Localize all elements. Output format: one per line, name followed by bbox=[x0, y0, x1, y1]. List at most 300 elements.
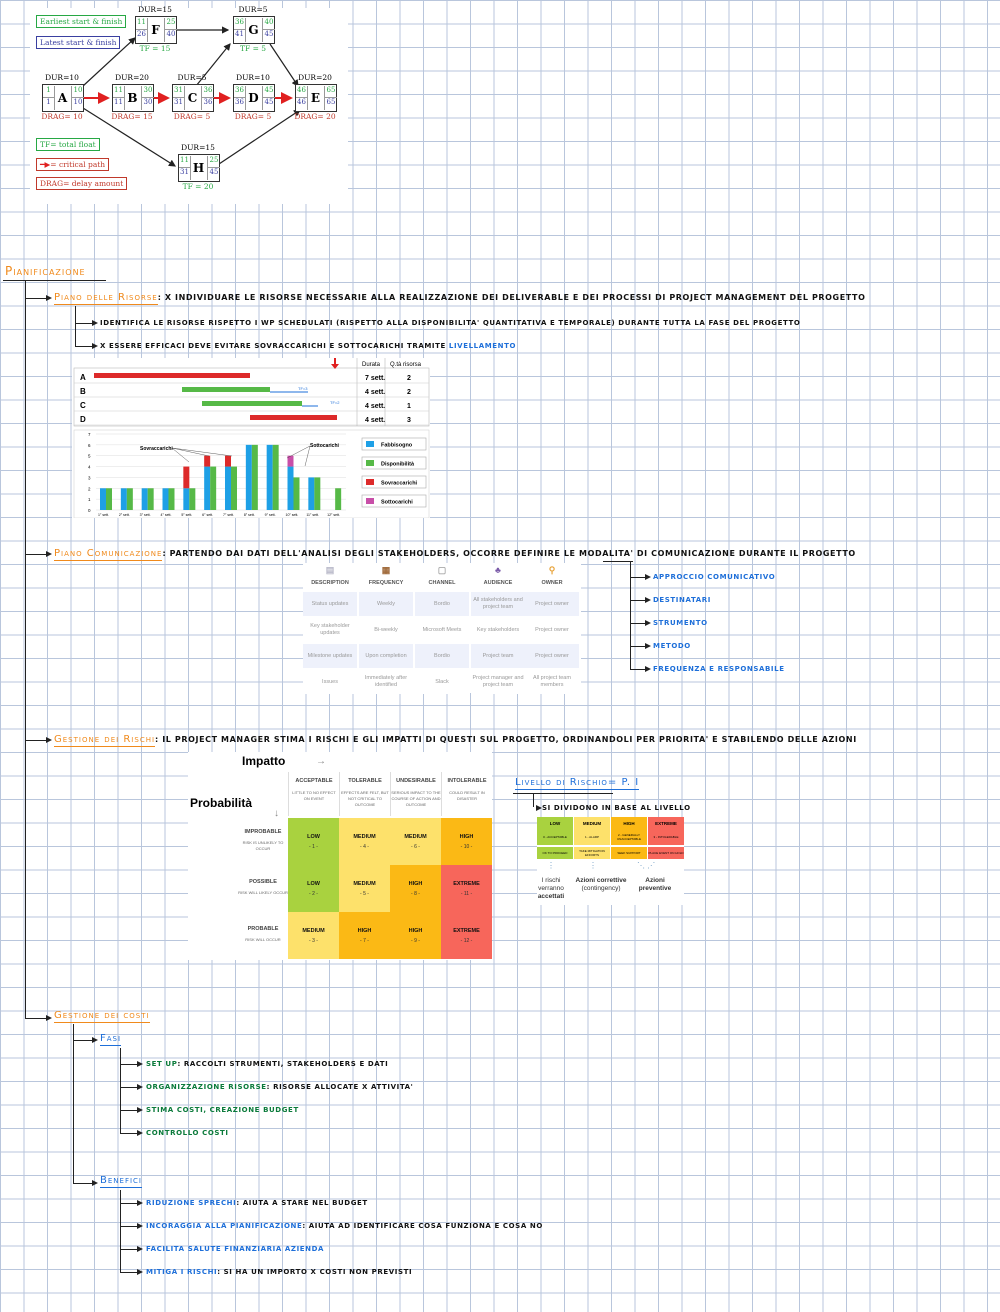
node-es: 11 bbox=[179, 156, 191, 168]
impatto-arrow-icon: → bbox=[316, 756, 326, 767]
table-cell: Bi-weekly bbox=[359, 618, 413, 642]
annotation-sovraccarichi: Sovraccarichi bbox=[140, 446, 173, 452]
legend-critical: ━▶= critical path bbox=[36, 158, 109, 171]
risk-score: - 5 - bbox=[360, 890, 369, 897]
risk-cell bbox=[390, 912, 441, 959]
node-ef: 65 bbox=[324, 86, 337, 98]
node-ls: 31 bbox=[179, 168, 191, 180]
gantt-row-label: B bbox=[80, 387, 86, 396]
risorse-heading: Piano delle Risorse: X INDIVIDUARE LE RISORSE NECESSARIE ALLA REALIZZAZIONE DEI DELIVERABLE E DEI PROCESSI DI PROJECT MANAGEMENT DEL PROGETTO bbox=[54, 292, 866, 303]
bar-fabbisogno bbox=[267, 445, 273, 510]
node-a bbox=[42, 84, 84, 112]
x-tick-label: 11° sett. bbox=[306, 513, 319, 517]
node-letter: H bbox=[192, 161, 205, 175]
x-tick-label: 4° sett. bbox=[160, 513, 172, 517]
bar-disponibilita bbox=[273, 445, 279, 510]
node-letter: G bbox=[248, 23, 259, 37]
probability-row-desc: RISK WILL LIKELY OCCUR bbox=[238, 890, 288, 895]
beneficio-item: FACILITA SALUTE FINANZIARIA AZIENDA bbox=[146, 1245, 325, 1253]
beneficio-key: MITIGA I RISCHI bbox=[146, 1268, 218, 1276]
y-tick-label: 4 bbox=[88, 464, 91, 470]
legend-swatch bbox=[366, 498, 374, 504]
table-cell: Key stakeholder updates bbox=[303, 618, 357, 642]
legend-swatch bbox=[366, 460, 374, 466]
level-desc: 0 - ACCEPTABLE bbox=[537, 829, 573, 845]
node-h bbox=[178, 154, 220, 182]
node-f bbox=[135, 16, 177, 44]
bar-disponibilita bbox=[335, 488, 341, 510]
legend-label: Disponibilità bbox=[381, 461, 414, 468]
risk-level: MEDIUM bbox=[353, 833, 376, 840]
fase-desc: : RISORSE ALLOCATE X ATTIVITA' bbox=[266, 1083, 414, 1091]
table-cell: Project owner bbox=[525, 644, 579, 668]
fase-key: ORGANIZZAZIONE RISORSE bbox=[146, 1083, 267, 1091]
risk-level: MEDIUM bbox=[404, 833, 427, 840]
table-cell: Project owner bbox=[525, 618, 579, 642]
y-tick-label: 1 bbox=[88, 497, 91, 503]
branch-arrow-icon bbox=[137, 1200, 143, 1206]
node-ef: 30 bbox=[141, 86, 154, 98]
beneficio-key: RIDUZIONE SPRECHI bbox=[146, 1199, 237, 1207]
risk-levels-table: LOW 0 - ACCEPTABLE OK TO PROCEED MEDIUM 1 - ALARP TAKE MITIGATION EFFORTS HIGH 2 - GENERALLY UNACCEPTABLE SEEK SUPPORT EXTREME 3 - INTOLERABLE PLACE EVENT ON HOLD ⋮ ⋮ ⋱ ⋰ I rischi verranno accettati Azioni correttive (contingency) Azioni preventive bbox=[537, 817, 684, 905]
level-head: HIGH bbox=[611, 817, 647, 829]
impact-column-desc: LITTLE TO NO EFFECT ON EVENT bbox=[292, 790, 336, 801]
risk-score: - 6 - bbox=[411, 843, 420, 850]
node-es: 11 bbox=[136, 18, 148, 30]
node-ls: 41 bbox=[234, 30, 246, 42]
node-d bbox=[233, 84, 275, 112]
impact-column-title: ACCEPTABLE bbox=[295, 778, 333, 784]
correttive-note: Azioni correttive (contingency) bbox=[575, 877, 627, 892]
gantt-row-label: D bbox=[80, 415, 86, 424]
communication-plan-table bbox=[303, 563, 581, 693]
node-duration: DUR=5 bbox=[177, 73, 207, 82]
risk-score: - 2 - bbox=[309, 890, 318, 897]
branch-arrow-icon bbox=[137, 1223, 143, 1229]
fasi-heading: Fasi bbox=[100, 1033, 122, 1044]
bar-fabbisogno bbox=[204, 467, 210, 510]
branch-arrow-icon bbox=[645, 597, 651, 603]
level-desc: 3 - INTOLERABLE bbox=[648, 829, 684, 845]
risk-score: - 1 - bbox=[309, 843, 318, 850]
x-tick-label: 12° sett. bbox=[327, 513, 341, 517]
impact-column-title: TOLERABLE bbox=[348, 778, 382, 784]
risk-level: LOW bbox=[307, 880, 320, 887]
table-cell: Upon completion bbox=[359, 644, 413, 668]
node-lf: 65 bbox=[324, 98, 337, 110]
risk-level: HIGH bbox=[459, 833, 474, 840]
node-note: DRAG= 20 bbox=[294, 112, 336, 121]
probability-row-header bbox=[238, 912, 288, 957]
risk-cell bbox=[288, 912, 339, 959]
branch-arrow-icon bbox=[137, 1084, 143, 1090]
node-es: 36 bbox=[234, 18, 246, 30]
gantt-durata: 4 sett. bbox=[365, 417, 386, 424]
node-ef: 45 bbox=[262, 86, 275, 98]
node-duration: DUR=5 bbox=[238, 5, 268, 14]
livellamento-link: LIVELLAMENTO bbox=[448, 342, 517, 350]
column-header: FREQUENCY bbox=[368, 580, 404, 586]
risk-cell bbox=[441, 818, 492, 865]
column-icon: ▦ bbox=[381, 565, 391, 575]
table-cell: Slack bbox=[415, 670, 469, 694]
node-duration: DUR=15 bbox=[181, 143, 215, 152]
title-underline bbox=[3, 280, 106, 281]
y-tick-label: 0 bbox=[88, 508, 91, 513]
branch-arrow-icon bbox=[645, 620, 651, 626]
accettati-note: I rischi verranno accettati bbox=[537, 877, 565, 900]
column-header: OWNER bbox=[541, 580, 563, 586]
branch-arrow-icon bbox=[137, 1246, 143, 1252]
probability-row-title: PROBABLE bbox=[247, 926, 279, 932]
level-head: MEDIUM bbox=[574, 817, 610, 829]
risk-cell bbox=[339, 912, 390, 959]
node-note: DRAG= 5 bbox=[173, 112, 211, 121]
probability-row-header bbox=[238, 818, 288, 863]
table-cell: Weekly bbox=[359, 592, 413, 616]
costi-heading: Gestione dei costi bbox=[54, 1010, 150, 1021]
risk-level: LOW bbox=[307, 833, 320, 840]
branch-arrow-icon bbox=[645, 643, 651, 649]
x-tick-label: 10° sett. bbox=[285, 513, 299, 517]
gantt-header-durata: Durata bbox=[362, 362, 381, 368]
beneficio-desc: : AIUTA A STARE NEL BUDGET bbox=[236, 1199, 368, 1207]
node-ls: 11 bbox=[113, 98, 125, 110]
bar-disponibilita bbox=[314, 477, 320, 510]
node-ls: 1 bbox=[43, 98, 55, 110]
risk-score: - 8 - bbox=[411, 890, 420, 897]
risk-level: HIGH bbox=[408, 880, 423, 887]
gantt-qta: 1 bbox=[407, 403, 411, 410]
bar-disponibilita bbox=[127, 488, 133, 510]
node-ef: 40 bbox=[262, 18, 275, 30]
table-cell: Microsoft Meets bbox=[415, 618, 469, 642]
beneficio-desc: : AIUTA AD IDENTIFICARE COSA FUNZIONA E COSA NO bbox=[302, 1222, 543, 1230]
table-cell: Project team bbox=[471, 644, 525, 668]
risorse-bullet-2: X ESSERE EFFICACI DEVE EVITARE SOVRACCARICHI E SOTTOCARICHI TRAMITE LIVELLAMENTO bbox=[100, 342, 517, 350]
risk-matrix bbox=[188, 752, 492, 960]
node-e bbox=[295, 84, 337, 112]
risk-cell bbox=[390, 818, 441, 865]
comunicazione-heading: Piano Comunicazione: PARTENDO DAI DATI DELL'ANALISI DEGLI STAKEHOLDERS, OCCORRE DEFINIRE LE MODALITA' DI COMUNICAZIONE DURANTE IL PROGETTO bbox=[54, 548, 856, 559]
bar-fabbisogno bbox=[308, 477, 314, 510]
table-cell: Milestone updates bbox=[303, 644, 357, 668]
bar-disponibilita bbox=[106, 488, 112, 510]
risk-cell bbox=[339, 818, 390, 865]
legend-label: Fabbisogno bbox=[381, 442, 413, 449]
impact-column-header bbox=[390, 772, 441, 816]
level-action: OK TO PROCEED bbox=[537, 846, 573, 859]
node-ef: 25 bbox=[164, 18, 177, 30]
comunicazione-item: STRUMENTO bbox=[653, 619, 708, 627]
risk-level: HIGH bbox=[357, 927, 372, 934]
gantt-bar bbox=[202, 401, 302, 406]
fase-item bbox=[146, 1082, 413, 1092]
bar-disponibilita bbox=[169, 488, 175, 510]
node-es: 31 bbox=[173, 86, 185, 98]
bar-fabbisogno bbox=[100, 488, 106, 510]
table-cell: Issues bbox=[303, 670, 357, 694]
node-b bbox=[112, 84, 154, 112]
impact-column-title: INTOLERABLE bbox=[447, 778, 487, 784]
risk-level: HIGH bbox=[408, 927, 423, 934]
table-cell: Bordio bbox=[415, 592, 469, 616]
level-action: TAKE MITIGATION EFFORTS bbox=[574, 846, 610, 859]
node-lf: 45 bbox=[207, 168, 220, 180]
node-letter: E bbox=[310, 91, 321, 105]
legend-label: Sottocarichi bbox=[381, 499, 413, 506]
risk-score: - 10 - bbox=[460, 843, 473, 850]
probabilita-label: Probabilità bbox=[190, 796, 253, 810]
gantt-durata: 7 sett. bbox=[365, 375, 386, 382]
branch-arrow-icon bbox=[645, 574, 651, 580]
fase-item: STIMA COSTI, CREAZIONE BUDGET bbox=[146, 1106, 299, 1114]
node-lf: 40 bbox=[164, 30, 177, 42]
rischi-dividono: SI DIVIDONO IN BASE AL LIVELLO bbox=[542, 804, 691, 812]
y-tick-label: 7 bbox=[88, 432, 91, 437]
node-note: TF = 15 bbox=[139, 44, 171, 53]
node-note: TF = 20 bbox=[182, 182, 214, 191]
y-tick-label: 5 bbox=[88, 453, 91, 459]
main-trunk-line bbox=[25, 281, 26, 1019]
level-action: PLACE EVENT ON HOLD bbox=[648, 846, 684, 859]
node-c bbox=[172, 84, 214, 112]
bar-fabbisogno bbox=[163, 488, 169, 510]
y-tick-label: 6 bbox=[88, 442, 91, 448]
x-tick-label: 1° sett. bbox=[98, 513, 109, 517]
probability-row-title: IMPROBABLE bbox=[244, 829, 282, 835]
gantt-bar bbox=[94, 373, 250, 378]
probability-row-desc: RISK WILL OCCUR bbox=[245, 937, 281, 942]
network-diagram bbox=[30, 5, 348, 204]
node-es: 46 bbox=[296, 86, 308, 98]
gantt-qta: 2 bbox=[407, 375, 411, 382]
beneficio-item bbox=[146, 1221, 543, 1231]
node-lf: 45 bbox=[262, 98, 275, 110]
probability-row-desc: RISK IS UNLIKELY TO OCCUR bbox=[242, 840, 284, 851]
risk-cell bbox=[339, 865, 390, 912]
bar-disponibilita bbox=[148, 488, 154, 510]
gantt-qta: 3 bbox=[407, 417, 411, 424]
node-letter: D bbox=[248, 91, 259, 105]
bar-disponibilita bbox=[189, 488, 195, 510]
node-duration: DUR=10 bbox=[236, 73, 270, 82]
bar-sovraccarico bbox=[183, 467, 189, 489]
gantt-bar bbox=[182, 387, 270, 392]
fase-item bbox=[146, 1059, 388, 1069]
column-icon: ⚲ bbox=[548, 565, 556, 575]
impact-column-header bbox=[288, 772, 339, 816]
risk-level: EXTREME bbox=[453, 880, 480, 887]
table-cell: All stakeholders and project team bbox=[471, 592, 525, 616]
column-header: CHANNEL bbox=[428, 580, 456, 586]
level-head: LOW bbox=[537, 817, 573, 829]
x-tick-label: 9° sett. bbox=[264, 513, 276, 517]
critical-arrow-icon: ━▶ bbox=[40, 160, 51, 169]
impact-column-title: UNDESIRABLE bbox=[396, 778, 436, 784]
gantt-bar bbox=[250, 415, 337, 420]
node-g bbox=[233, 16, 275, 44]
risk-cell bbox=[441, 912, 492, 959]
gantt-float-label: TF=2 bbox=[330, 400, 340, 405]
table-cell: Key stakeholders bbox=[471, 618, 525, 642]
probabilita-arrow-icon: ↓ bbox=[274, 808, 279, 819]
level-desc: 2 - GENERALLY UNACCEPTABLE bbox=[611, 829, 647, 845]
branch-arrow-icon bbox=[645, 666, 651, 672]
table-cell: Project owner bbox=[525, 592, 579, 616]
legend-earliest: Earliest start & finish bbox=[36, 15, 126, 28]
probability-row-header bbox=[238, 865, 288, 910]
y-tick-label: 3 bbox=[88, 475, 91, 481]
impact-column-desc: COULD RESULT IN DISASTER bbox=[449, 790, 485, 801]
node-es: 36 bbox=[234, 86, 246, 98]
comunicazione-item: DESTINATARI bbox=[653, 596, 711, 604]
gantt-durata: 4 sett. bbox=[365, 389, 386, 396]
risk-score: - 12 - bbox=[460, 937, 473, 944]
risk-cell bbox=[288, 865, 339, 912]
node-letter: A bbox=[57, 91, 68, 105]
risk-level: MEDIUM bbox=[353, 880, 376, 887]
column-icon: ▢ bbox=[437, 565, 447, 575]
node-letter: B bbox=[127, 91, 138, 105]
node-note: DRAG= 15 bbox=[111, 112, 153, 121]
gantt-row-label: A bbox=[80, 373, 86, 382]
column-icon: ▤ bbox=[325, 565, 335, 575]
bar-disponibilita bbox=[231, 467, 237, 510]
impact-column-header bbox=[339, 772, 390, 816]
preventive-note: Azioni preventive bbox=[638, 877, 672, 892]
bar-fabbisogno bbox=[142, 488, 148, 510]
column-icon: ♣ bbox=[495, 565, 501, 575]
risk-score: - 9 - bbox=[411, 937, 420, 944]
bar-fabbisogno bbox=[288, 467, 294, 510]
legend-label: Sovraccarichi bbox=[381, 480, 418, 487]
x-tick-label: 7° sett. bbox=[223, 513, 234, 517]
risk-cell bbox=[288, 818, 339, 865]
beneficio-item bbox=[146, 1267, 412, 1277]
node-ef: 25 bbox=[207, 156, 220, 168]
node-ef: 10 bbox=[71, 86, 84, 98]
comunicazione-item: APPROCCIO COMUNICATIVO bbox=[653, 573, 776, 581]
legend-latest: Latest start & finish bbox=[36, 36, 120, 49]
risk-score: - 4 - bbox=[360, 843, 369, 850]
resource-leveling-figure bbox=[72, 358, 430, 518]
risk-score: - 7 - bbox=[360, 937, 369, 944]
fase-item: CONTROLLO COSTI bbox=[146, 1129, 229, 1137]
risorse-bullet-1: IDENTIFICA LE RISORSE RISPETTO I WP SCHEDULATI (RISPETTO ALLA DISPONIBILITA' QUANTITATIVA E TEMPORALE) DURANTE TUTTA LA FASE DEL PROGETTO bbox=[100, 319, 801, 327]
beneficio-desc: : SI HA UN IMPORTO X COSTI NON PREVISTI bbox=[217, 1268, 413, 1276]
risk-score: - 3 - bbox=[309, 937, 318, 944]
level-head: EXTREME bbox=[648, 817, 684, 829]
node-es: 1 bbox=[43, 86, 55, 98]
table-cell: Immediately after identified bbox=[359, 670, 413, 694]
x-tick-label: 2° sett. bbox=[118, 513, 130, 517]
risk-cell bbox=[390, 865, 441, 912]
node-duration: DUR=10 bbox=[45, 73, 79, 82]
legend-swatch bbox=[366, 479, 374, 485]
gantt-qta: 2 bbox=[407, 389, 411, 396]
probability-row-title: POSSIBLE bbox=[249, 879, 277, 885]
x-tick-label: 3° sett. bbox=[139, 513, 151, 517]
risk-level: EXTREME bbox=[453, 927, 480, 934]
node-lf: 10 bbox=[71, 98, 84, 110]
bar-sovraccarico bbox=[225, 456, 231, 467]
legend-tf: TF= total float bbox=[36, 138, 100, 151]
beneficio-item bbox=[146, 1198, 368, 1208]
node-lf: 36 bbox=[201, 98, 214, 110]
x-tick-label: 5° sett. bbox=[181, 513, 193, 517]
x-tick-label: 8° sett. bbox=[243, 513, 255, 517]
gantt-float-label: TF=3 bbox=[298, 386, 308, 391]
risk-score: - 11 - bbox=[460, 890, 473, 897]
branch-arrow-icon bbox=[137, 1061, 143, 1067]
legend-swatch bbox=[366, 441, 374, 447]
node-es: 11 bbox=[113, 86, 125, 98]
bar-disponibilita bbox=[252, 445, 258, 510]
y-tick-label: 2 bbox=[88, 486, 91, 492]
impact-column-desc: SERIOUS IMPACT TO THE COURSE OF ACTION AND OUTCOME bbox=[391, 790, 441, 807]
impatto-label: Impatto bbox=[242, 754, 286, 768]
node-ls: 46 bbox=[296, 98, 308, 110]
benefici-heading: Benefici bbox=[100, 1175, 142, 1186]
table-cell: Project manager and project team bbox=[471, 670, 525, 694]
node-lf: 30 bbox=[141, 98, 154, 110]
node-lf: 45 bbox=[262, 30, 275, 42]
table-cell: Status updates bbox=[303, 592, 357, 616]
level-desc: 1 - ALARP bbox=[574, 829, 610, 845]
bar-fabbisogno bbox=[225, 467, 231, 510]
annotation-sottocarichi: Sottocarichi bbox=[310, 443, 339, 449]
branch-arrow-icon bbox=[137, 1269, 143, 1275]
bar-fabbisogno bbox=[183, 488, 189, 510]
rischi-heading: Gestione dei Rischi: IL PROJECT MANAGER STIMA I RISCHI E GLI IMPATTI DI QUESTI SUL PROGETTO, ORDINANDOLI PER PRIORITA' E STABILENDO DELLE AZIONI bbox=[54, 734, 857, 745]
node-duration: DUR=20 bbox=[115, 73, 149, 82]
fase-desc: : RACCOLTI STRUMENTI, STAKEHOLDERS E DATI bbox=[177, 1060, 389, 1068]
legend-drag: DRAG= delay amount bbox=[36, 177, 127, 190]
node-ls: 36 bbox=[234, 98, 246, 110]
gantt-chart bbox=[72, 358, 430, 518]
node-ls: 26 bbox=[136, 30, 148, 42]
risk-cell bbox=[441, 865, 492, 912]
bar-sovraccarico bbox=[204, 456, 210, 467]
comunicazione-item: METODO bbox=[653, 642, 691, 650]
column-header: AUDIENCE bbox=[483, 580, 513, 586]
node-letter: C bbox=[187, 91, 198, 105]
node-note: DRAG= 10 bbox=[41, 112, 83, 121]
node-duration: DUR=20 bbox=[298, 73, 332, 82]
gantt-row-label: C bbox=[80, 401, 86, 410]
pianificazione-title: Pianificazione bbox=[5, 264, 86, 278]
node-note: DRAG= 5 bbox=[234, 112, 272, 121]
beneficio-key: INCORAGGIA ALLA PIANIFICAZIONE bbox=[146, 1222, 303, 1230]
node-note: TF = 5 bbox=[239, 44, 267, 53]
fase-key: SET UP bbox=[146, 1060, 178, 1068]
node-duration: DUR=15 bbox=[138, 5, 172, 14]
branch-arrow-icon bbox=[137, 1107, 143, 1113]
column-header: DESCRIPTION bbox=[311, 580, 349, 586]
gantt-durata: 4 sett. bbox=[365, 403, 386, 410]
gantt-header-qta: Q.tà risorsa bbox=[390, 362, 422, 368]
bar-fabbisogno bbox=[246, 445, 252, 510]
bar-disponibilita bbox=[294, 477, 300, 510]
node-ls: 31 bbox=[173, 98, 185, 110]
level-action: SEEK SUPPORT bbox=[611, 846, 647, 859]
risk-level: MEDIUM bbox=[302, 927, 325, 934]
branch-arrow-icon bbox=[137, 1130, 143, 1136]
table-cell: Bordio bbox=[415, 644, 469, 668]
node-ef: 36 bbox=[201, 86, 214, 98]
comunicazione-item: FREQUENZA E RESPONSABILE bbox=[653, 665, 785, 673]
